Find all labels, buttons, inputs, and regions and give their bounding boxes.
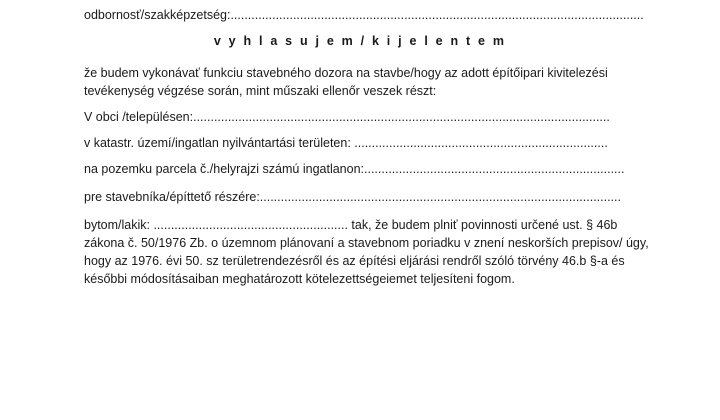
residence-text-line-3: hogy az 1976. évi 50. sz területrendezésről és az építési eljárási rendről szóló törvény 46.b §-a és xyxy=(84,254,625,268)
declaration-text-line-2: tevékenység végzése során, mint műszaki ellenőr veszek részt: xyxy=(84,84,437,98)
residence-text-line-4: későbbi módosításaiban meghatározott kötelezettségeiemet teljesíteni fogom. xyxy=(84,272,515,286)
declaration-text-line-1: že budem vykonávať funkciu stavebného dozora na stavbe/hogy az adott építőipari kivitelezési xyxy=(84,66,608,80)
field-expertise: odbornosť/szakképzetség:....................................................................................................................... xyxy=(84,8,644,22)
field-builder: pre stavebníka/építtető részére:........................................................................................................ xyxy=(84,190,621,204)
declaration-heading: v y h l a s u j e m / k i j e l e n t e m xyxy=(213,34,507,48)
field-cadastral-area: v katastr. území/ingatlan nyilvántartási területen: ......................................................................... xyxy=(84,136,608,150)
field-parcel-number: na pozemku parcela č./helyrajzi számú ingatlanon:........................................................................... xyxy=(84,162,625,176)
residence-text-line-2: zákona č. 50/1976 Zb. o územnom plánovaní a stavebnom poriadku v znení neskorších prepisov/ úgy, xyxy=(84,236,649,250)
residence-text-line-1: bytom/lakik: ........................................................ tak, že budem plniť povinnosti určené ust. § 46b xyxy=(84,218,618,232)
field-municipality: V obci /településen:........................................................................................................................ xyxy=(84,110,610,124)
